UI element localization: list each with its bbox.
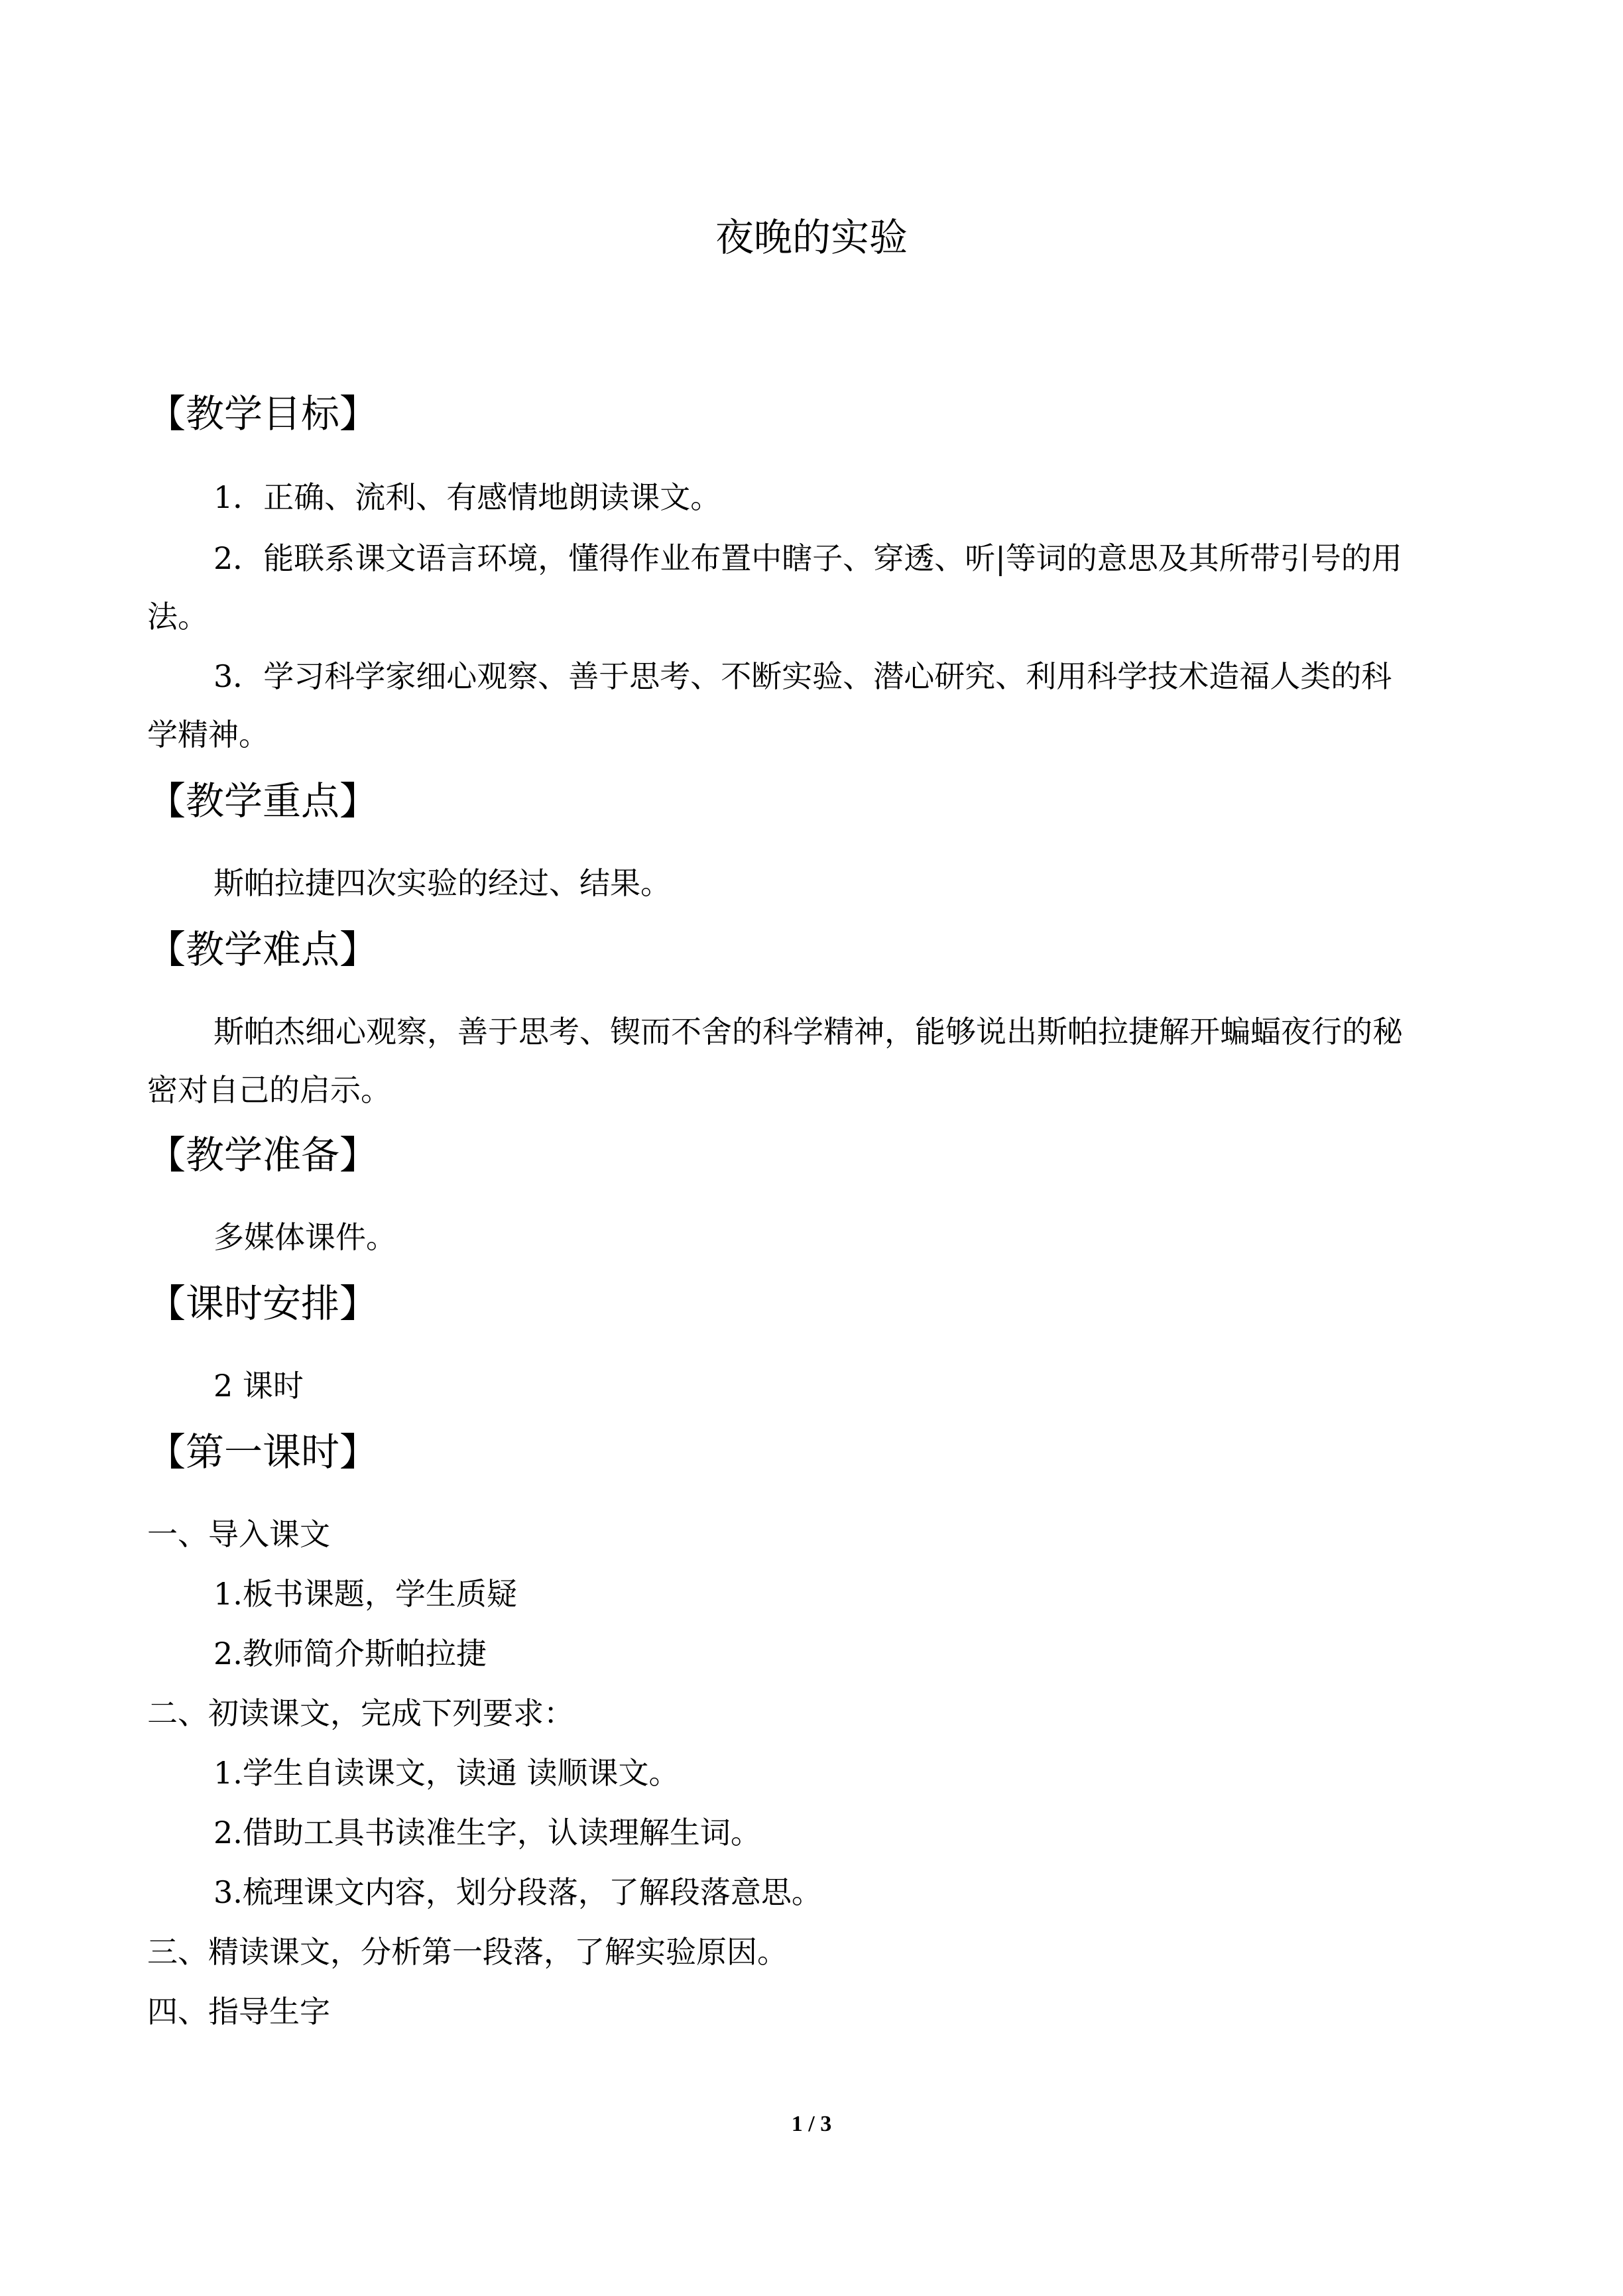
outline-item-2: 二、初读课文，完成下列要求： [147,1695,574,1731]
heading-objectives: 【教学目标】 [147,391,379,436]
document-title: 夜晚的实验 [715,215,908,260]
outline-item-3: 三、精读课文，分析第一段落，了解实验原因。 [147,1934,788,1970]
page-number: 1 / 3 [791,2112,832,2136]
heading-preparation: 【教学准备】 [147,1132,379,1178]
schedule-text: 2 课时 [213,1368,304,1404]
outline-item-4: 四、指导生字 [147,1994,330,2029]
outline-item-1-2: 2.教师简介斯帕拉捷 [213,1636,487,1671]
objective-item-2: 2．能联系课文语言环境，懂得作业布置中瞎子、穿透、听|等词的意思及其所带引号的用 [213,540,1402,576]
objective-item-3-continued: 学精神。 [147,717,269,753]
heading-first-lesson: 【第一课时】 [147,1429,379,1475]
preparation-text: 多媒体课件。 [213,1219,396,1255]
key-points-text: 斯帕拉捷四次实验的经过、结果。 [213,865,671,901]
outline-item-2-2: 2.借助工具书读准生字，认读理解生词。 [213,1815,761,1850]
outline-item-1-1: 1.板书课题，学生质疑 [213,1576,517,1612]
heading-difficulties: 【教学难点】 [147,927,379,972]
outline-item-2-1: 1.学生自读课文，读通 读顺课文。 [213,1755,680,1791]
difficulties-line-2: 密对自己的启示。 [147,1072,391,1108]
objective-item-1: 1．正确、流利、有感情地朗读课文。 [213,479,721,515]
heading-key-points: 【教学重点】 [147,778,379,823]
outline-item-2-3: 3.梳理课文内容，划分段落，了解段落意思。 [213,1874,822,1910]
objective-item-2-continued: 法。 [147,599,208,634]
heading-schedule: 【课时安排】 [147,1281,379,1326]
objective-item-3: 3．学习科学家细心观察、善于思考、不断实验、潜心研究、利用科学技术造福人类的科 [213,658,1392,694]
outline-item-1: 一、导入课文 [147,1516,330,1552]
difficulties-line-1: 斯帕杰细心观察，善于思考、锲而不舍的科学精神，能够说出斯帕拉捷解开蝙蝠夜行的秘 [213,1014,1403,1050]
